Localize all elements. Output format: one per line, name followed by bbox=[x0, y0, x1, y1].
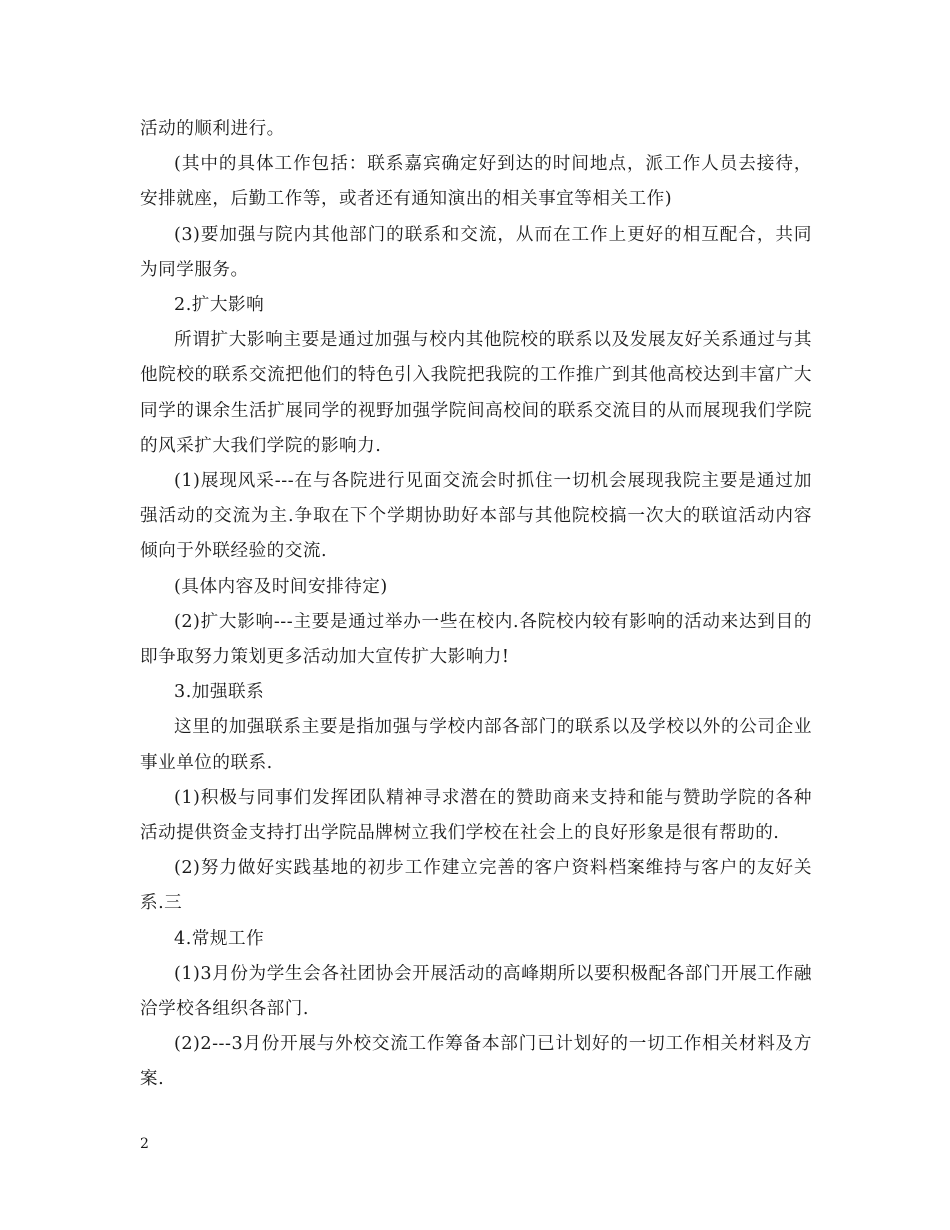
section-heading-strengthen-contact: 3.加强联系 bbox=[174, 682, 265, 703]
paragraph-show-style: (1)展现风采---在与各院进行见面交流会时抓住一切机会展现我院主要是通过加强活动的交流为主.争取在下个学期协助好本部与其他院校搞一次大的联谊活动内容倾向于外联经验的交流. bbox=[140, 471, 812, 562]
paragraph-tbd: (具体内容及时间安排待定) bbox=[174, 576, 388, 597]
paragraph-expand-influence-2: (2)扩大影响---主要是通过举办一些在校内.各院校内较有影响的活动来达到目的即争取努力策划更多活动加大宣传扩大影响力! bbox=[140, 611, 812, 668]
section-heading-routine-work: 4.常规工作 bbox=[174, 928, 265, 949]
document-body bbox=[140, 112, 812, 1098]
paragraph-work-details: (其中的具体工作包括：联系嘉宾确定好到达的时间地点，派工作人员去接待，安排就座，后勤工作等，或者还有通知演出的相关事宜等相关工作) bbox=[140, 154, 812, 210]
paragraph-strengthen-contact-intro: 这里的加强联系主要是指加强与学校内部各部门的联系以及学校以外的公司企业事业单位的联系. bbox=[140, 717, 812, 773]
paragraph-continuation: 活动的顺利进行。 bbox=[140, 119, 285, 139]
paragraph-exchange-prep: (2)2---3月份开展与外校交流工作筹备本部门已计划好的一切工作相关材料及方案. bbox=[140, 1034, 812, 1090]
section-heading-expand-influence: 2.扩大影响 bbox=[174, 295, 265, 316]
paragraph-expand-influence-intro: 所谓扩大影响主要是通过加强与校内其他院校的联系以及发展友好关系通过与其他院校的联系交流把他们的特色引入我院把我院的工作推广到其他高校达到丰富广大同学的课余生活扩展同学的视野加强学院间高校间的联系交流目的从而展现我们学院的风采扩大我们学院的影响力. bbox=[140, 330, 812, 456]
paragraph-practice-base: (2)努力做好实践基地的初步工作建立完善的客户资料档案维持与客户的友好关系.三 bbox=[140, 858, 812, 914]
page-number: 2 bbox=[140, 1136, 149, 1152]
paragraph-sponsors: (1)积极与同事们发挥团队精神寻求潜在的赞助商来支持和能与赞助学院的各种活动提供资金支持打出学院品牌树立我们学校在社会上的良好形象是很有帮助的. bbox=[140, 787, 812, 844]
paragraph-item-3: (3)要加强与院内其他部门的联系和交流，从而在工作上更好的相互配合，共同为同学服务。 bbox=[140, 224, 812, 280]
paragraph-march-peak: (1)3月份为学生会各社团协会开展活动的高峰期所以要积极配各部门开展工作融洽学校各组织各部门. bbox=[140, 963, 812, 1020]
